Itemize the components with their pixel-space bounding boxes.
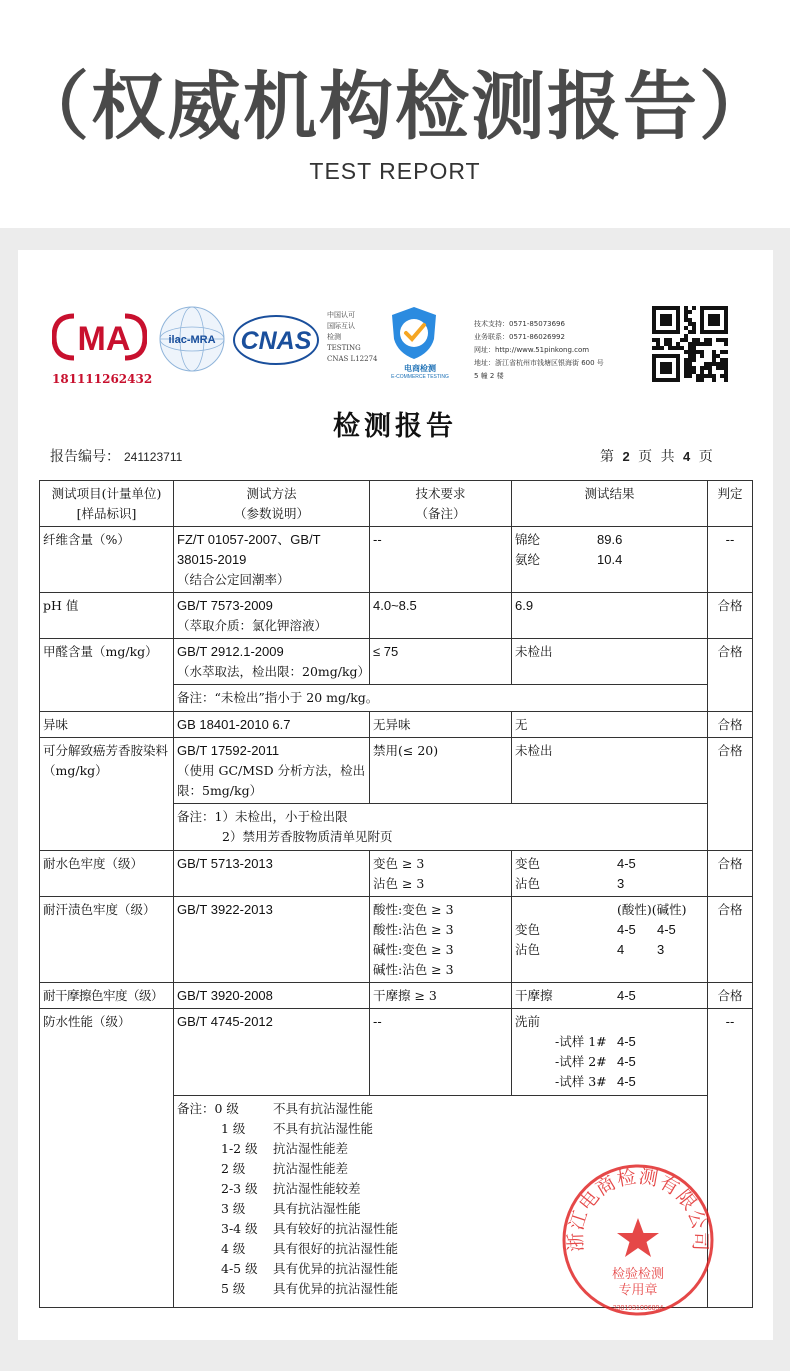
- cell-item: 异味: [40, 712, 174, 738]
- cell-requirement: --: [370, 527, 512, 593]
- ilac-mra-logo-icon: [158, 305, 226, 373]
- contact-info: [474, 318, 644, 383]
- header-requirement: 技术要求 （备注）: [370, 481, 512, 527]
- cell-verdict: 合格: [708, 712, 753, 738]
- cell-method: GB/T 3922-2013: [174, 897, 370, 983]
- cnas-text-line: 检测: [327, 333, 341, 341]
- waterproof-note-line: 2 级 抗沾湿性能差: [221, 1161, 349, 1176]
- header-verdict: 判定: [708, 481, 753, 527]
- waterproof-note-line: 2-3 级 抗沾湿性能较差: [221, 1181, 361, 1196]
- cell-note: 备注：1）未检出，小于检出限 2）禁用芳香胺物质清单见附页: [174, 804, 708, 851]
- cnas-logo-icon: [232, 312, 320, 368]
- table-row: [40, 639, 753, 685]
- cell-verdict: 合格: [708, 897, 753, 983]
- cell-item: pH 值: [40, 593, 174, 639]
- stamp-line2: 专用章: [618, 1283, 658, 1298]
- official-seal-stamp: [560, 1162, 716, 1318]
- waterproof-note-line: 4 级 具有很好的抗沾湿性能: [221, 1241, 399, 1256]
- contact-line: 技术支持：0571-85073696: [474, 320, 565, 328]
- cell-method: GB/T 4745-2012: [174, 1009, 370, 1096]
- cnas-label: CNAS: [240, 327, 312, 355]
- cell-requirement: 酸性:变色 ≥ 3 酸性:沾色 ≥ 3 碱性:变色 ≥ 3 碱性:沾色 ≥ 3: [370, 897, 512, 983]
- cell-result: 变色 4-5 沾色 3: [512, 851, 708, 897]
- table-row: [40, 983, 753, 1009]
- cell-requirement: --: [370, 1009, 512, 1096]
- page-current: 2: [622, 449, 630, 464]
- cell-item: 耐干摩擦色牢度（级）: [40, 983, 174, 1009]
- page-prefix: 第: [600, 449, 614, 465]
- cell-requirement: ≤ 75: [370, 639, 512, 685]
- cell-item: 防水性能（级）: [40, 1009, 174, 1308]
- cell-requirement: 无异味: [370, 712, 512, 738]
- table-row: [40, 897, 753, 983]
- waterproof-note-line: 备注：0 级 不具有抗沾湿性能: [177, 1101, 374, 1116]
- cnas-text-line: 国际互认: [327, 322, 355, 330]
- cell-result: 无: [512, 712, 708, 738]
- hero-title: （权威机构检测报告）: [15, 64, 775, 150]
- cnas-description: [327, 310, 387, 365]
- table-row: [40, 593, 753, 639]
- contact-line: 地址：浙江省杭州市钱塘区银海街 600 号: [474, 359, 604, 367]
- cell-note: 备注：“未检出”指小于 20 mg/kg。: [174, 685, 708, 712]
- waterproof-note-line: 3 级 具有抗沾湿性能: [221, 1201, 361, 1216]
- header-result: 测试结果: [512, 481, 708, 527]
- waterproof-note-line: 1-2 级 抗沾湿性能差: [221, 1141, 349, 1156]
- cell-requirement: 干摩擦 ≥ 3: [370, 983, 512, 1009]
- page-indicator: [600, 446, 713, 466]
- waterproof-note-line: 3-4 级 具有较好的抗沾湿性能: [221, 1221, 399, 1236]
- stamp-line1: 检验检测: [611, 1267, 665, 1282]
- report-number-value: 241123711: [124, 450, 183, 464]
- contact-line: 5 幢 2 楼: [474, 372, 504, 380]
- page-mid: 页 共: [638, 449, 675, 465]
- waterproof-note-line: 5 级 具有优异的抗沾湿性能: [221, 1281, 399, 1296]
- cell-item: 可分解致癌芳香胺染料（mg/kg）: [40, 738, 174, 851]
- cma-label: MA: [77, 320, 131, 358]
- ilac-label: ilac-MRA: [168, 334, 216, 346]
- cell-verdict: 合格: [708, 738, 753, 851]
- stamp-number: 3301931006894: [612, 1305, 664, 1312]
- qr-code-icon: [652, 306, 728, 388]
- cell-method: FZ/T 01057-2007、GB/T 38015-2019 （结合公定回潮率）: [174, 527, 370, 593]
- cell-verdict: --: [708, 1009, 753, 1308]
- page-total: 4: [683, 449, 691, 464]
- header-method: 测试方法 （参数说明）: [174, 481, 370, 527]
- waterproof-note-line: 1 级 不具有抗沾湿性能: [221, 1121, 374, 1136]
- cell-method: GB 18401-2010 6.7: [174, 712, 370, 738]
- page-suffix: 页: [698, 449, 713, 465]
- cell-method: GB/T 7573-2009 （萃取介质：氯化钾溶液）: [174, 593, 370, 639]
- shield-label: 电商检测: [404, 364, 436, 373]
- cell-method: GB/T 17592-2011 （使用 GC/MSD 分析方法，检出限：5mg/kg）: [174, 738, 370, 804]
- cell-requirement: 禁用(≤ 20): [370, 738, 512, 804]
- cell-method: GB/T 2912.1-2009 （水萃取法，检出限：20mg/kg）: [174, 639, 370, 685]
- table-row: [40, 851, 753, 897]
- contact-line: 业务联系：0571-86026992: [474, 333, 565, 341]
- cell-requirement: 变色 ≥ 3 沾色 ≥ 3: [370, 851, 512, 897]
- cell-item: 耐水色牢度（级）: [40, 851, 174, 897]
- cell-item: 甲醛含量（mg/kg）: [40, 639, 174, 712]
- shield-sublabel: E-COMMERCE TESTING: [391, 374, 449, 380]
- document-title: 检测报告: [333, 411, 457, 442]
- cell-method: GB/T 3920-2008: [174, 983, 370, 1009]
- table-row: [40, 1009, 753, 1096]
- cell-result: 6.9: [512, 593, 708, 639]
- hero-banner: [0, 0, 790, 228]
- cell-verdict: --: [708, 527, 753, 593]
- cma-logo-icon: [52, 312, 147, 362]
- svg-text:浙江电商检测有限公司: 浙江电商检测有限公司: [564, 1165, 712, 1253]
- hero-subtitle: TEST REPORT: [309, 158, 481, 184]
- cell-verdict: 合格: [708, 593, 753, 639]
- cell-item: 纤维含量（%）: [40, 527, 174, 593]
- cell-result: (酸性)(碱性) 变色 4-5 4-5 沾色 4 3: [512, 897, 708, 983]
- cell-requirement: 4.0~8.5: [370, 593, 512, 639]
- cell-result: 未检出: [512, 639, 708, 685]
- cell-result: 洗前 -试样 1# 4-5 -试样 2# 4-5 -试样 3# 4-5: [512, 1009, 708, 1096]
- cell-verdict: 合格: [708, 639, 753, 712]
- cell-method: GB/T 5713-2013: [174, 851, 370, 897]
- report-number-label: 报告编号：: [50, 449, 120, 465]
- cell-verdict: 合格: [708, 983, 753, 1009]
- cell-verdict: 合格: [708, 851, 753, 897]
- ecommerce-testing-shield-icon: [388, 305, 440, 361]
- cnas-text-line: TESTING: [327, 344, 361, 352]
- table-header-row: [40, 481, 753, 527]
- cnas-text-line: CNAS L12274: [327, 355, 378, 363]
- table-row: [40, 527, 753, 593]
- header-item: 测试项目(计量单位) [样品标识]: [40, 481, 174, 527]
- table-row: [40, 712, 753, 738]
- cell-item: 耐汗渍色牢度（级）: [40, 897, 174, 983]
- waterproof-note-line: 4-5 级 具有优异的抗沾湿性能: [221, 1261, 399, 1276]
- table-row: [40, 738, 753, 804]
- cell-result: 锦纶 89.6 氨纶 10.4: [512, 527, 708, 593]
- contact-line: 网址：http://www.51pinkong.com: [474, 346, 590, 354]
- cma-number: 181111262432: [52, 372, 153, 386]
- cell-result: 未检出: [512, 738, 708, 804]
- report-number: [50, 446, 182, 466]
- cnas-text-line: 中国认可: [327, 311, 355, 319]
- cell-result: 干摩擦 4-5: [512, 983, 708, 1009]
